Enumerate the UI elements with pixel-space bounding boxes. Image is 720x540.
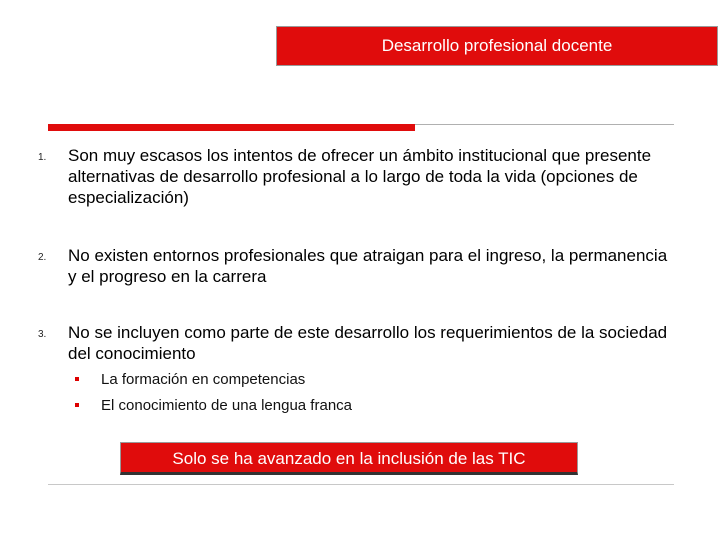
item-text: No se incluyen como parte de este desarrollo los requerimientos de la sociedad del conocimiento (68, 323, 668, 363)
square-bullet-icon (75, 377, 79, 381)
sub-item-text: La formación en competencias (101, 371, 306, 388)
square-bullet-icon (75, 403, 79, 407)
footer-divider (48, 484, 674, 485)
item-text: No existen entornos profesionales que atraigan para el ingreso, la permanencia y el progreso en la carrera (68, 246, 668, 286)
sub-item-2 (75, 397, 575, 414)
sub-item-text: El conocimiento de una lengua franca (101, 397, 353, 414)
item-number: 2. (38, 252, 47, 263)
highlight-banner: Solo se ha avanzado en la inclusión de las TIC (120, 442, 578, 475)
header-accent-bar (48, 124, 415, 131)
item-text: Son muy escasos los intentos de ofrecer un ámbito institucional que presente alternativas de desarrollo profesional a lo largo de toda la vida (opciones de especialización) (68, 146, 652, 207)
slide-title: Desarrollo profesional docente (276, 26, 718, 66)
sub-item-1 (75, 371, 575, 388)
item-number: 3. (38, 329, 47, 340)
item-number: 1. (38, 152, 47, 163)
